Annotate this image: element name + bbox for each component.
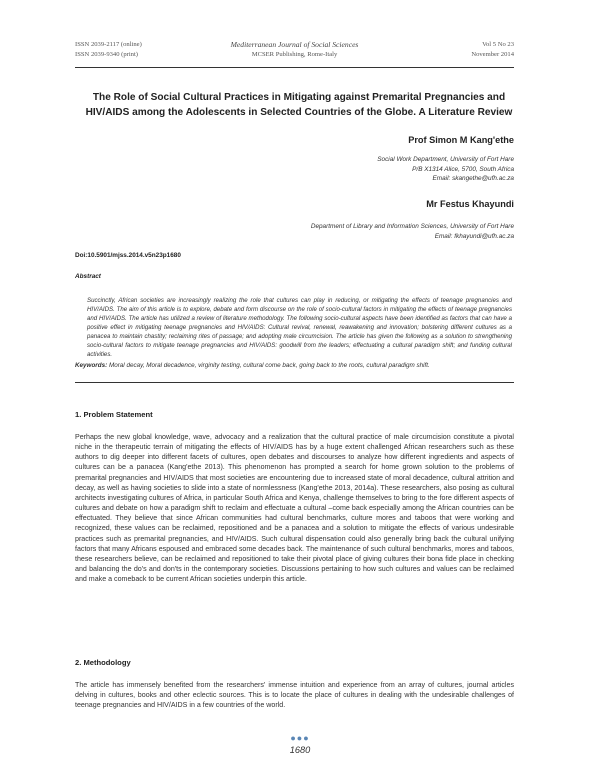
volume-block	[471, 40, 514, 60]
abstract-divider	[75, 382, 514, 383]
affiliation-line: P/B X1314 Alice, 5700, South Africa	[412, 165, 514, 173]
section-heading: 2. Methodology	[75, 658, 131, 667]
author-2-name: Mr Festus Khayundi	[426, 199, 514, 209]
author-1-affiliation	[377, 155, 514, 184]
affiliation-email[interactable]: Email: fkhayundi@ufh.ac.za	[434, 232, 514, 240]
running-header	[75, 40, 514, 64]
doi[interactable]: Doi:10.5901/mjss.2014.v5n23p1680	[75, 252, 181, 259]
issue-date: November 2014	[471, 51, 514, 58]
issn-online: ISSN 2039-2117 (online)	[75, 41, 142, 48]
section-body: The article has immensely benefited from the researchers' immense intuition and experience from an array of cultures, journal articles delving in cultures, books and other eclectic sources. This is to locate the place of cultures in dealing with the undesirable challenges of teenage pregnancies and HIV/AIDS in a few countries of the world.	[75, 681, 514, 710]
header-divider	[75, 67, 514, 68]
issn-print: ISSN 2039-9340 (print)	[75, 51, 139, 58]
publisher-name: MCSER Publishing, Rome-Italy	[251, 51, 338, 58]
affiliation-line: Social Work Department, University of Fort Hare	[377, 156, 514, 163]
abstract-text: Succinctly, African societies are increasingly realizing the role that cultures can play in reducing, or mitigating the effects of teenage pregnancies and HIV/AIDS. The aim of this article is to explore, debate and form discourse on the role of socio-cultural factors in mitigating the effects of teenage pregnancies and HIV/AIDS. The article has utilized a review of literature methodology. The following socio-cultural aspects have been identified as factors that can have a positive effect in mitigating teenage pregnancies and HIV/AIDS: Cultural revival, renewal, reawakening and innovation; bolstering different cultures as a panacea to maintain chastity; reclaiming rites of passage; and adopting male circumcision. The article has given the following as a solution to strengthening socio-cultural factors to mitigate teenage pregnancies and HIV/AIDS: goodwill from the leaders; effectuating a cultural paradigm shift; and funding cultural activities.	[87, 297, 512, 359]
section-heading: 1. Problem Statement	[75, 410, 153, 419]
abstract-heading: Abstract	[75, 273, 101, 280]
volume-issue: Vol 5 No 23	[482, 41, 514, 48]
author-2-affiliation	[311, 222, 514, 241]
journal-name: Mediterranean Journal of Social Sciences	[230, 40, 359, 49]
section-body: Perhaps the new global knowledge, wave, advocacy and a realization that the cultural practice of male circumcision constitute a pivotal niche in the therapeutic terrain of mitigating the effects of HIV/AIDS has by a huge extent challenged African researchers such as these authors to dig deeper into different facets of cultures, open debates and discourses to analyze how different ingredients and aspects of cultures can be a panacea (Kang'ethe 2013). This phenomenon has prompted a search for home grown solution to the problems of premarital pregnancies and HIV/AIDS that most societies are encountering due to increased state of moral decadence, cultural attrition and decay, as well as having societies to slide into a state of normlessness (Kang'ethe 2013, 2014a). These researchers, also posing as cultural architects investigating cultures of Africa, in particular South Africa and Kenya, challenge themselves to bring to the fore different aspects of cultures and debate on how a paradigm shift to reclaim and effectuate a cultural –come back especially among the African countries can be effectuated. They believe that since African communities had cultural benchmarks, culture mores and taboos that were working and recognized, these values can be reclaimed, repositioned and be a panacea and a solution to mitigate the effects of various undesirable practices such as premarital pregnancies, and HIV/AIDS. Such cultural dispensation could also generally bring back the cultural unifying factors that many Africans espoused and embraced some decades back. The maintenance of such cultural benchmarks, mores and taboos, these researchers believe, can be reclaimed and repositioned to take their pivotal place of giving cultures their bona fide place in checking and balancing the do's and don'ts in the contemporary societies. Discussions pertaining to how such cultures and values can be reclaimed and make a comeback to be current African societies underpin this article.	[75, 433, 514, 584]
keywords	[75, 362, 520, 369]
journal-block	[75, 40, 514, 60]
page-number: 1680	[289, 745, 311, 755]
footer-ornament-icon: ●●●	[290, 733, 310, 743]
keywords-text: Moral decay, Moral decadence, virginity testing, cultural come back, going back to the roots, cultural paradigm shift.	[108, 362, 430, 369]
author-1-name: Prof Simon M Kang'ethe	[408, 135, 514, 145]
paper-title: The Role of Social Cultural Practices in Mitigating against Premarital Pregnancies and HIV/AIDS among the Adolescents in Selected Countries of the Globe. A Literature Review	[85, 92, 513, 118]
keywords-label: Keywords:	[75, 362, 108, 369]
affiliation-line: Department of Library and Information Sciences, University of Fort Hare	[310, 223, 514, 230]
affiliation-email[interactable]: Email: skangethe@ufh.ac.za	[432, 175, 514, 183]
